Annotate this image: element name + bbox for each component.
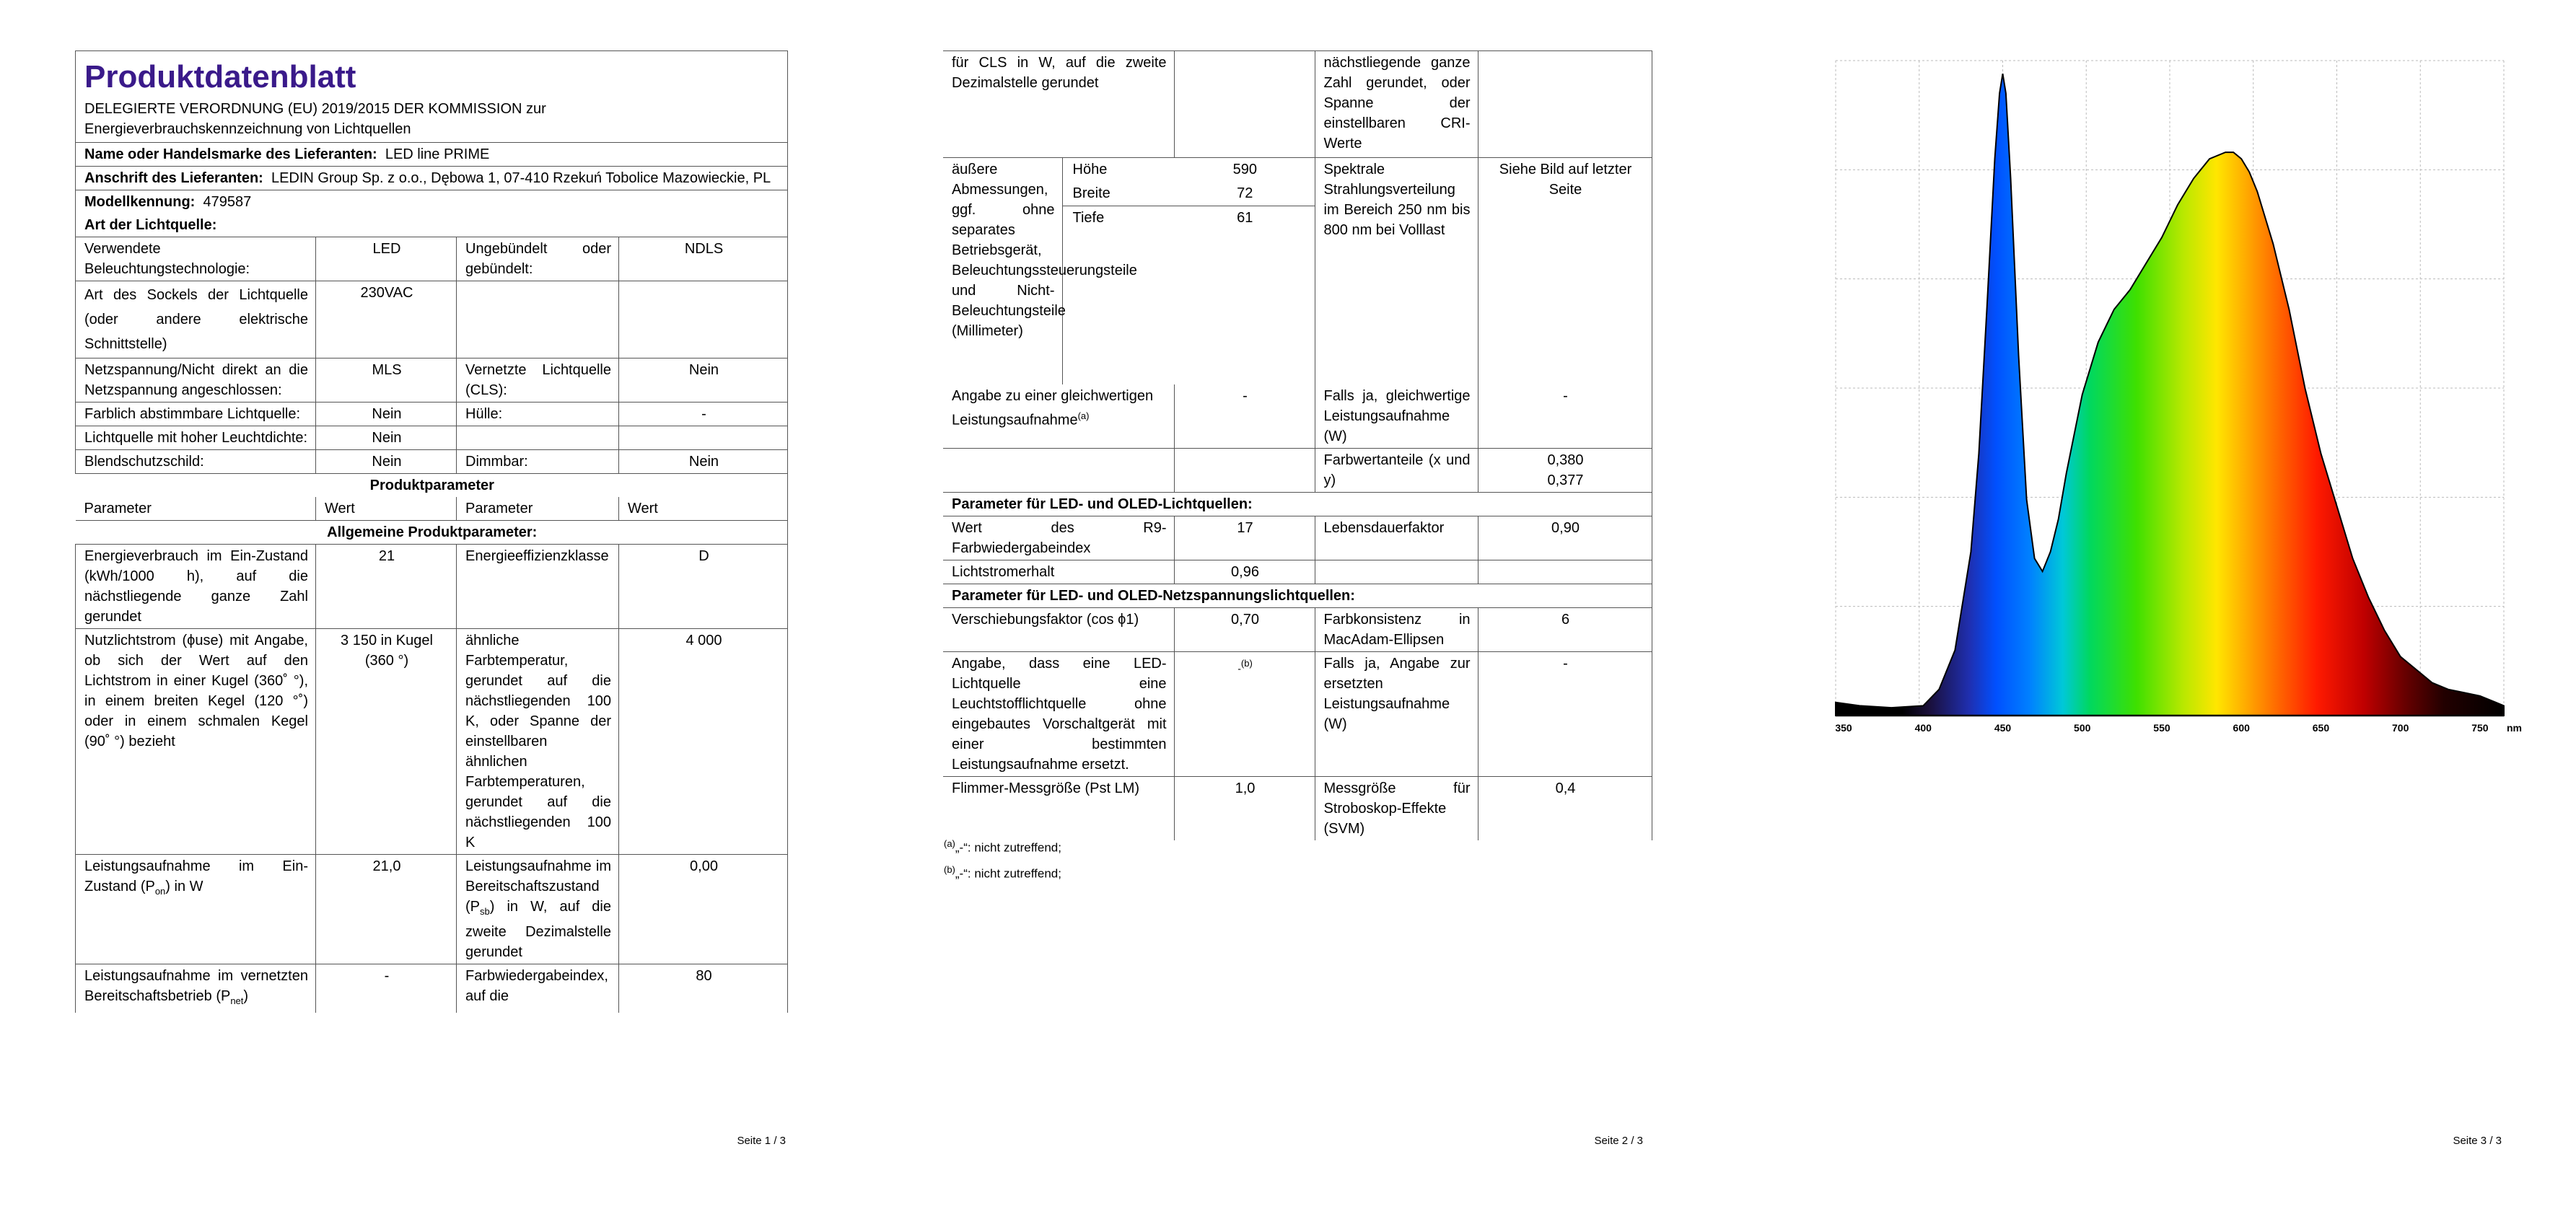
product-datasheet-table-2 — [943, 50, 1652, 840]
value-cell: Nein — [316, 426, 457, 450]
param-cell: Leistungsaufnahme im Ein-Zustand $(P_{on})$ in W — [76, 855, 316, 964]
x-tick-label: 750 — [2471, 722, 2489, 734]
value-cell: 3 150 in Kugel (360 °) — [316, 629, 457, 855]
page-2 — [859, 0, 1717, 1214]
param-cell: Falls ja, gleichwertige Leistungsaufnahme (W) — [1315, 384, 1478, 449]
table-row — [76, 450, 788, 474]
supplier-name-label: Name oder Handelsmarke des Lieferanten: — [84, 146, 377, 162]
table-row — [76, 403, 788, 426]
page-number: Seite 1 / 3 — [737, 1135, 786, 1147]
x-tick-label: 700 — [2392, 722, 2409, 734]
depth-value: 61 — [1174, 206, 1315, 384]
value-cell — [1478, 51, 1652, 158]
value-cell: 0,70 — [1174, 608, 1315, 652]
value-cell: Nein — [316, 450, 457, 474]
table-row — [943, 777, 1652, 841]
value-cell — [1174, 449, 1315, 493]
param-cell: Hülle: — [457, 403, 619, 426]
supplier-address-label: Anschrift des Lieferanten: — [84, 170, 263, 186]
regulation-text: DELEGIERTE VERORDNUNG (EU) 2019/2015 DER KOMMISSION zur Energieverbrauchskennzeichnung von Lichtquellen — [84, 101, 546, 137]
light-type-header: Art der Lichtquelle: — [76, 214, 788, 237]
value-cell — [619, 281, 788, 359]
value-cell: LED — [316, 237, 457, 281]
value-cell: 80 — [619, 964, 788, 1013]
page-3 — [1717, 0, 2576, 1214]
value-cell — [619, 426, 788, 450]
param-cell: Angabe zu einer gleichwertigen Leistungsaufnahme$^{(a)}$ — [952, 388, 1154, 428]
param-cell — [457, 426, 619, 450]
param-cell: Angabe, dass eine LED-Lichtquelle eine Leuchtstofflichtquelle ohne eingebautes Vorschaltgerät mit einer bestimmten Leistungsaufnahme ersetzt. — [943, 652, 1174, 777]
value-cell: 6 — [1478, 608, 1652, 652]
table-row — [76, 281, 788, 359]
table-row — [76, 545, 788, 629]
param-cell: Blendschutzschild: — [76, 450, 316, 474]
value-cell: 0,380 0,377 — [1478, 449, 1652, 493]
param-cell: Energieverbrauch im Ein-Zustand (kWh/1000 h), auf die nächstliegende ganze Zahl gerundet — [76, 545, 316, 629]
supplier-name-row — [76, 143, 788, 167]
column-header: Parameter — [84, 501, 152, 516]
table-row — [943, 608, 1652, 652]
value-cell: Siehe Bild auf letzter Seite — [1478, 158, 1652, 385]
depth-label: Tiefe — [1062, 206, 1174, 384]
table-row — [943, 652, 1652, 777]
param-cell: Messgröße für Stroboskop-Effekte (SVM) — [1315, 777, 1478, 841]
width-value: 72 — [1237, 185, 1253, 201]
model-label: Modellkennung: — [84, 194, 196, 210]
param-cell: Art des Sockels der Lichtquelle (oder andere elektrische Schnittstelle) — [76, 281, 316, 359]
param-cell: Wert des R9-Farbwiedergabeindex — [943, 516, 1174, 560]
param-cell: Farbwertanteile (x und y) — [1315, 449, 1478, 493]
param-cell: Lebensdauerfaktor — [1315, 516, 1478, 560]
height-label: Höhe — [1062, 158, 1174, 182]
table-row — [943, 158, 1652, 182]
mains-params-header: Parameter für LED- und OLED-Netzspannungslichtquellen: — [943, 584, 1652, 608]
value-cell: -$^{(b)}$ — [1174, 652, 1315, 777]
value-cell: - — [1174, 384, 1315, 449]
param-cell: Farbkonsistenz in MacAdam-Ellipsen — [1315, 608, 1478, 652]
column-header: Wert — [619, 497, 788, 521]
value-cell: 17 — [1174, 516, 1315, 560]
page-number: Seite 2 / 3 — [1594, 1135, 1643, 1147]
value-cell: MLS — [316, 359, 457, 403]
param-cell: Netzspannung/Nicht direkt an die Netzspannung angeschlossen: — [76, 359, 316, 403]
table-row — [76, 964, 788, 1013]
value-cell: Nein — [619, 359, 788, 403]
param-cell: Lichtquelle mit hoher Leuchtdichte: — [76, 426, 316, 450]
x-tick-label: 350 — [1835, 722, 1852, 734]
page-1 — [0, 0, 859, 1214]
param-cell: Farblich abstimmbare Lichtquelle: — [76, 403, 316, 426]
table-row — [943, 51, 1652, 158]
value-cell: 0,96 — [1174, 560, 1315, 584]
param-cell: für CLS in W, auf die zweite Dezimalstelle gerundet — [943, 51, 1174, 158]
supplier-address: LEDIN Group Sp. z o.o., Dębowa 1, 07-410 Rzekuń Tobolice Mazowieckie, PL — [271, 170, 771, 186]
value-cell: 0,00 — [619, 855, 788, 964]
param-cell: nächstliegende ganze Zahl gerundet, oder Spanne der einstellbaren CRI-Werte — [1315, 51, 1478, 158]
param-cell: Vernetzte Lichtquelle (CLS): — [457, 359, 619, 403]
table-row — [76, 237, 788, 281]
table-row — [76, 359, 788, 403]
value-cell — [1478, 560, 1652, 584]
param-cell — [457, 281, 619, 359]
supplier-name: LED line PRIME — [385, 146, 490, 162]
x-unit-label: nm — [2507, 722, 2522, 734]
led-params-header: Parameter für LED- und OLED-Lichtquellen: — [943, 493, 1652, 516]
value-cell: 1,0 — [1174, 777, 1315, 841]
param-cell: Leistungsaufnahme im Bereitschaftszustand $(P_{sb})$ in W, auf die zweite Dezimalstelle gerundet — [457, 855, 619, 964]
table-row — [76, 629, 788, 855]
param-cell: Verwendete Beleuchtungstechnologie: — [76, 237, 316, 281]
spectral-distribution-chart — [1717, 0, 2576, 1214]
table-row — [943, 516, 1652, 560]
footnote-b: $^{(b)}$„-“: nicht zutreffend; — [944, 864, 1061, 881]
product-params-header: Produktparameter — [76, 474, 788, 498]
param-cell: Energieeffizienzklasse — [457, 545, 619, 629]
value-cell: - — [619, 403, 788, 426]
page-title: Produktdatenblatt — [84, 59, 356, 94]
height-value: 590 — [1174, 158, 1315, 182]
value-cell: Nein — [619, 450, 788, 474]
value-cell: 21,0 — [316, 855, 457, 964]
value-cell: NDLS — [619, 237, 788, 281]
product-datasheet-table-1 — [75, 50, 788, 1013]
column-header: Parameter — [457, 497, 619, 521]
dimensions-label: äußere Abmessungen, ggf. ohne separates Betriebsgerät, Beleuchtungssteuerungsteile und Nicht-Beleuchtungsteile (Millimeter) — [943, 158, 1062, 385]
param-cell: Lichtstromerhalt — [943, 560, 1174, 584]
value-cell: - — [1478, 652, 1652, 777]
param-cell: Verschiebungsfaktor (cos ϕ1) — [943, 608, 1174, 652]
value-cell: D — [619, 545, 788, 629]
value-cell: 4 000 — [619, 629, 788, 855]
param-cell: Spektrale Strahlungsverteilung im Bereich 250 nm bis 800 nm bei Volllast — [1315, 158, 1478, 385]
x-tick-label: 450 — [1994, 722, 2012, 734]
param-cell — [1315, 560, 1478, 584]
param-cell: Farbwiedergabeindex, auf die — [457, 964, 619, 1013]
value-cell: 0,90 — [1478, 516, 1652, 560]
table-row — [76, 426, 788, 450]
x-tick-label: 650 — [2312, 722, 2330, 734]
general-params-header: Allgemeine Produktparameter: — [76, 521, 788, 545]
x-tick-label: 400 — [1914, 722, 1932, 734]
value-cell: 21 — [316, 545, 457, 629]
table-row — [943, 449, 1652, 493]
param-cell: Ungebündelt oder gebündelt: — [457, 237, 619, 281]
model-id: 479587 — [203, 194, 252, 210]
x-tick-label: 550 — [2153, 722, 2170, 734]
supplier-address-row — [76, 167, 788, 190]
param-cell: ähnliche Farbtemperatur, gerundet auf die nächstliegenden 100 K, oder Spanne der einstellbaren ähnlichen Farbtemperaturen, gerundet auf die nächstliegenden 100 K — [457, 629, 619, 855]
value-cell: - — [1478, 384, 1652, 449]
width-label: Breite — [1062, 182, 1174, 206]
value-cell: - — [316, 964, 457, 1013]
page-number: Seite 3 / 3 — [2453, 1135, 2502, 1147]
table-row — [943, 384, 1652, 449]
table-row — [76, 855, 788, 964]
x-tick-labels — [1835, 722, 2488, 734]
param-cell: Flimmer-Messgröße (Pst LM) — [943, 777, 1174, 841]
column-header-row — [76, 497, 788, 521]
model-row — [76, 190, 788, 214]
param-cell: Dimmbar: — [457, 450, 619, 474]
column-header: Wert — [316, 497, 457, 521]
x-tick-label: 600 — [2233, 722, 2250, 734]
param-cell: Nutzlichtstrom (ϕuse) mit Angabe, ob sich der Wert auf den Lichtstrom in einer Kugel (360˚ °), in einem breiten Kegel (120 °˚) oder in einem schmalen Kegel (90˚ °) bezieht — [76, 629, 316, 855]
table-row — [943, 560, 1652, 584]
x-tick-label: 500 — [2074, 722, 2091, 734]
param-cell — [943, 449, 1174, 493]
param-cell: Leistungsaufnahme im vernetzten Bereitschaftsbetrieb $(P_{net})$ — [76, 964, 316, 1013]
value-cell: Nein — [316, 403, 457, 426]
param-cell: Falls ja, Angabe zur ersetzten Leistungsaufnahme (W) — [1315, 652, 1478, 777]
value-cell: 0,4 — [1478, 777, 1652, 841]
value-cell: 230VAC — [316, 281, 457, 359]
value-cell — [1174, 51, 1315, 158]
footnote-a: $^{(a)}$„-“: nicht zutreffend; — [944, 838, 1061, 855]
